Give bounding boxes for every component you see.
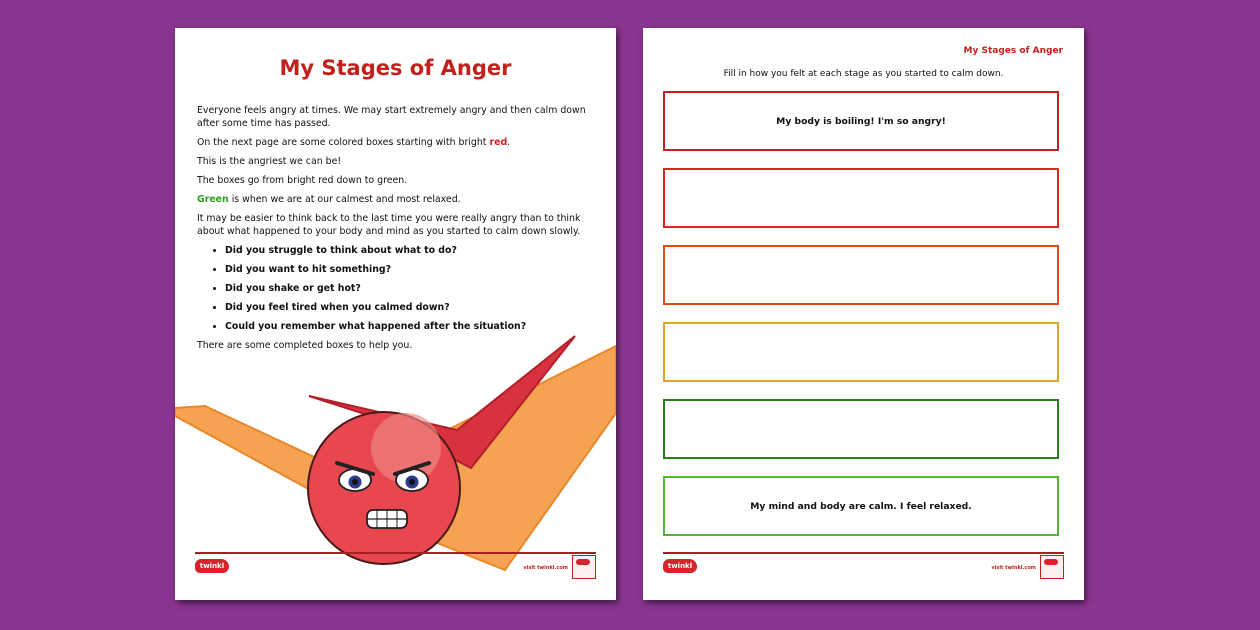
stage-box-2 — [663, 168, 1059, 228]
paragraph-2-start: On the next page are some colored boxes starting with bright — [197, 137, 490, 148]
badge-icon — [1040, 555, 1064, 579]
paragraph-5 — [197, 193, 590, 206]
question-item: • Did you feel tired when you calmed down? — [225, 301, 590, 314]
twinkl-logo: twinkl — [663, 559, 697, 573]
question-item: • Did you shake or get hot? — [225, 282, 590, 295]
paragraph-2-end: . — [507, 137, 511, 148]
angry-face-illustration — [175, 298, 616, 578]
footer-divider — [195, 552, 596, 554]
badge-icon — [572, 555, 596, 579]
paragraph-4: The boxes go from bright red down to green. — [197, 175, 408, 186]
paragraph-7: There are some completed boxes to help you. — [197, 340, 413, 351]
footer-url: visit twinkl.com — [991, 565, 1036, 571]
paragraph-6: It may be easier to think back to the last time you were really angry than to think about what happened to your body and mind as you started to calm down slowly. — [197, 213, 581, 237]
question-item: • Did you want to hit something? — [225, 263, 590, 276]
stage-box-text: My body is boiling! I'm so angry! — [776, 115, 946, 127]
stage-box-5 — [663, 399, 1059, 459]
paragraph-5-end: is when we are at our calmest and most relaxed. — [228, 194, 461, 205]
page-title: My Stages of Anger — [279, 56, 512, 80]
stage-box-1 — [663, 91, 1059, 151]
green-word: Green — [197, 194, 229, 205]
stage-box-4 — [663, 322, 1059, 382]
question-item: • Did you struggle to think about what to do? — [225, 244, 590, 257]
stage-box-3 — [663, 245, 1059, 305]
twinkl-logo: twinkl — [195, 559, 229, 573]
question-item: • Could you remember what happened after the situation? — [225, 320, 590, 333]
red-word: red — [489, 137, 508, 148]
page-header: My Stages of Anger — [963, 46, 1063, 56]
paragraph-1: Everyone feels angry at times. We may start extremely angry and then calm down after some time has passed. — [197, 105, 586, 129]
instruction-text: Fill in how you felt at each stage as you started to calm down. — [723, 69, 1004, 79]
footer-divider — [663, 552, 1064, 554]
paragraph-3: This is the angriest we can be! — [197, 156, 342, 167]
worksheet-page-2 — [643, 28, 1084, 600]
stage-box-text: My mind and body are calm. I feel relaxed. — [750, 500, 972, 512]
paragraph-2 — [197, 136, 590, 149]
stage-box-6 — [663, 476, 1059, 536]
angry-face-icon — [308, 412, 460, 564]
footer-url: visit twinkl.com — [523, 565, 568, 571]
worksheet-page-1 — [175, 28, 616, 600]
